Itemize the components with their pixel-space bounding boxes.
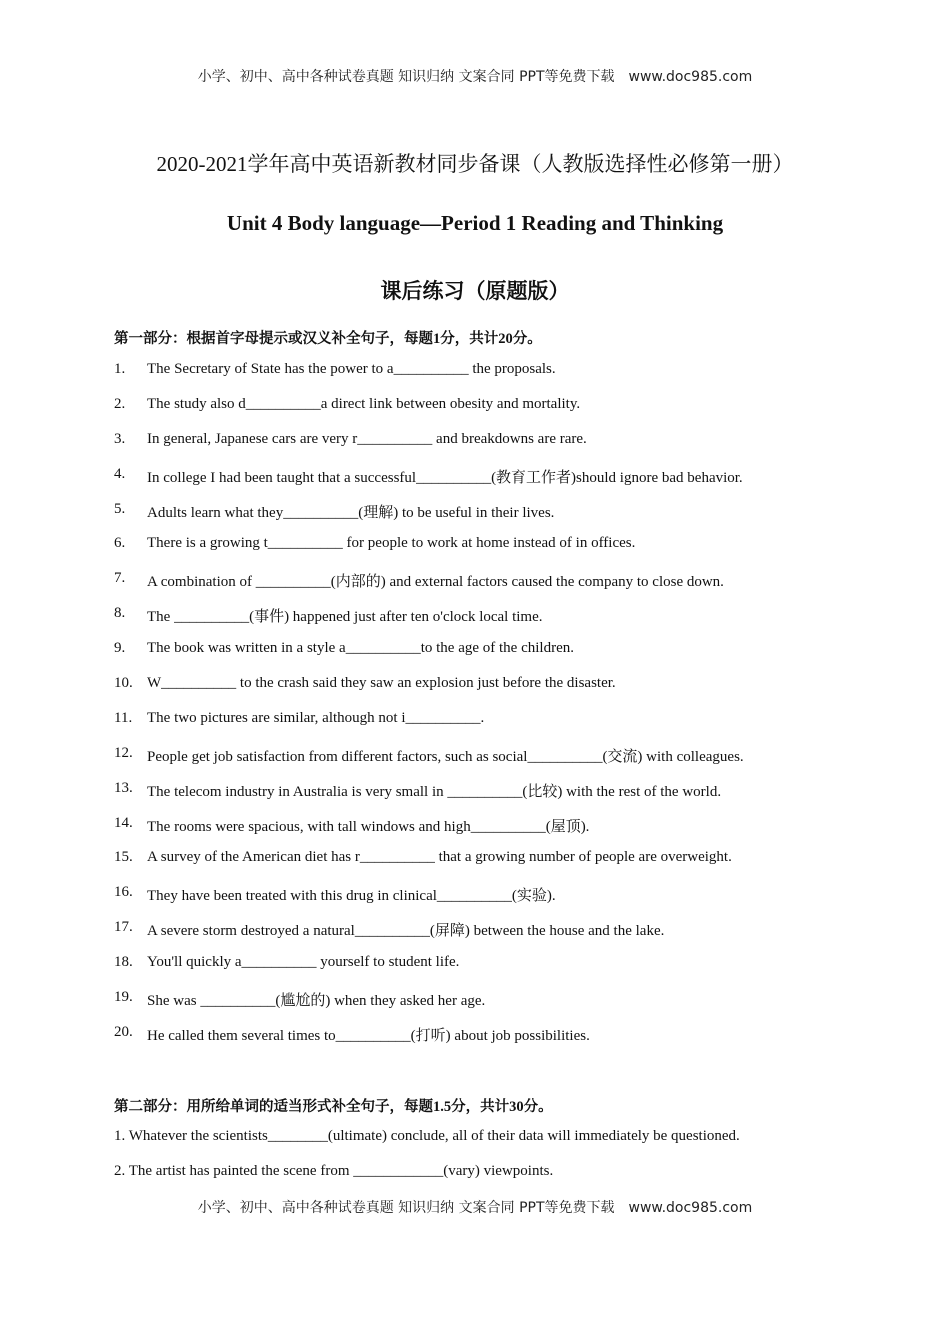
question-number: 12. — [114, 744, 133, 761]
exercise-title: 课后练习（原题版） — [380, 279, 570, 303]
question-text: There is a growing t__________ for people to work at home instead of in offices. — [147, 535, 636, 552]
question-text: W__________ to the crash said they saw an explosion just before the disaster. — [147, 675, 616, 692]
question-text: Adults learn what they__________(理解) to be useful in their lives. — [147, 504, 555, 521]
question-number: 8. — [114, 605, 126, 622]
question-number: 11. — [114, 709, 133, 726]
question-text: The __________(事件) happened just after ten o'clock local time. — [147, 609, 543, 626]
question-text: The rooms were spacious, with tall windows and high__________(屋顶). — [147, 818, 590, 835]
question-number: 20. — [114, 1023, 133, 1040]
question-number: 10. — [114, 675, 133, 692]
question-number: 19. — [114, 989, 133, 1006]
question-number: 6. — [114, 535, 126, 552]
question-text: A survey of the American diet has r__________ that a growing number of people are overweight. — [147, 849, 732, 866]
question-number: 5. — [114, 500, 126, 517]
question-text: People get job satisfaction from different factors, such as social__________(交流) with colleagues. — [147, 748, 744, 765]
question-text: The two pictures are similar, although not i__________. — [147, 709, 485, 726]
question-item: 1. Whatever the scientists________(ultimate) conclude, all of their data will immediately be questioned. — [114, 1128, 740, 1144]
header-banner: 小学、初中、高中各种试卷真题 知识归纳 文案合同 PPT等免费下载 www.doc985.com — [197, 69, 753, 85]
question-text: A combination of __________(内部的) and external factors caused the company to close down. — [147, 574, 724, 591]
part1-heading: 第一部分：根据首字母提示或汉义补全句子，每题1分，共计20分。 — [114, 331, 542, 347]
question-number: 3. — [114, 430, 126, 447]
question-text: The telecom industry in Australia is very small in __________(比较) with the rest of the world. — [147, 783, 722, 800]
question-number: 7. — [114, 570, 126, 587]
question-number: 15. — [114, 849, 133, 866]
question-number: 9. — [114, 640, 126, 657]
question-text: In general, Japanese cars are very r__________ and breakdowns are rare. — [147, 430, 587, 447]
question-text: In college I had been taught that a successful__________(教育工作者)should ignore bad behavior. — [147, 469, 743, 486]
footer-banner: 小学、初中、高中各种试卷真题 知识归纳 文案合同 PPT等免费下载 www.doc985.com — [197, 1200, 753, 1216]
question-text: You'll quickly a__________ yourself to student life. — [147, 954, 460, 971]
question-text: The study also d__________a direct link between obesity and mortality. — [147, 395, 581, 412]
question-number: 14. — [114, 814, 133, 831]
question-text: They have been treated with this drug in clinical__________(实验). — [147, 888, 556, 905]
question-text: The Secretary of State has the power to a__________ the proposals. — [147, 361, 556, 377]
question-text: A severe storm destroyed a natural__________(屏障) between the house and the lake. — [147, 923, 665, 940]
question-number: 1. — [114, 361, 126, 377]
question-number: 13. — [114, 779, 133, 796]
part2-question-list — [114, 1128, 740, 1198]
unit-title: Unit 4 Body language—Period 1 Reading and Thinking — [226, 211, 724, 235]
question-number: 4. — [114, 465, 126, 482]
question-item: 2. The artist has painted the scene from ____________(vary) viewpoints. — [114, 1163, 554, 1179]
question-number: 2. — [114, 395, 126, 412]
document-title: 2020-2021学年高中英语新教材同步备课（人教版选择性必修第一册） — [156, 152, 794, 176]
question-text: The book was written in a style a__________to the age of the children. — [147, 640, 574, 657]
question-number: 18. — [114, 954, 133, 971]
part2-heading: 第二部分：用所给单词的适当形式补全句子，每题1.5分，共计30分。 — [114, 1099, 553, 1115]
question-number: 16. — [114, 884, 133, 901]
question-text: She was __________(尴尬的) when they asked her age. — [147, 993, 486, 1010]
question-text: He called them several times to__________(打听) about job possibilities. — [147, 1027, 590, 1044]
question-number: 17. — [114, 919, 133, 936]
